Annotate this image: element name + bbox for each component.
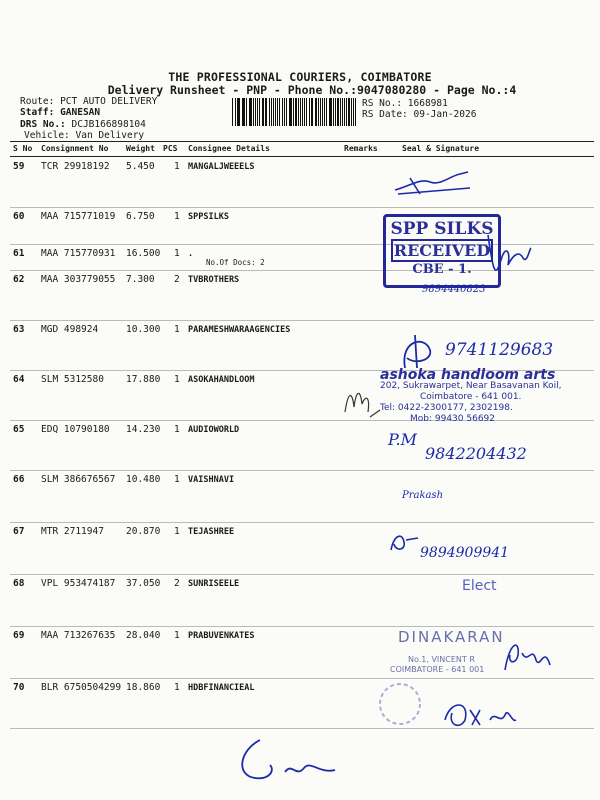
col-sno: S No [13, 144, 33, 153]
row-consignment: VPL 953474187 [41, 578, 116, 589]
staff-value: GANESAN [60, 107, 101, 118]
row-sno: 61 [13, 248, 25, 259]
vehicle-value: Van Delivery [75, 130, 145, 141]
runsheet-barcode [232, 98, 357, 126]
row-sno: 68 [13, 578, 25, 589]
row-sno: 67 [13, 526, 25, 537]
row-consignee: ASOKAHANDLOOM [188, 375, 255, 385]
signature-row60 [483, 230, 533, 290]
row-consignee: PARAMESHWARAAGENCIES [188, 325, 291, 335]
rs-no-value: 1668981 [407, 98, 448, 109]
barcode-bar [324, 98, 325, 126]
barcode-bar [295, 98, 297, 126]
barcode-bar [243, 98, 244, 126]
col-consignment: Consignment No [41, 144, 109, 153]
barcode-bar [237, 98, 238, 126]
barcode-bar [262, 98, 263, 126]
rs-no-info: RS No.: 1668981 [362, 98, 448, 109]
row-weight: 10.300 [126, 324, 161, 335]
row-pcs: 1 [174, 630, 180, 641]
row-sno: 60 [13, 211, 25, 222]
barcode-bar [282, 98, 283, 126]
row-sno: 65 [13, 424, 25, 435]
row-consignment: SLM 386676567 [41, 474, 116, 485]
vaishnavi-handwriting: Prakash [402, 490, 444, 501]
barcode-bar [275, 98, 276, 126]
row-sno: 69 [13, 630, 25, 641]
param-phone-handwriting: 9741129683 [445, 340, 554, 360]
barcode-bar [322, 98, 323, 126]
barcode-bar [335, 98, 336, 126]
signature-row69 [500, 635, 555, 675]
row-weight: 10.480 [126, 474, 161, 485]
barcode-bar [330, 98, 332, 126]
tej-phone-handwriting: 9894909941 [420, 545, 510, 561]
barcode-bar [306, 98, 307, 126]
col-remarks: Remarks [344, 144, 378, 153]
col-pcs: PCS [163, 144, 178, 153]
barcode-bar [304, 98, 305, 126]
row-sno: 63 [13, 324, 25, 335]
route-value: PCT AUTO DELIVERY [60, 96, 158, 107]
barcode-bar [353, 98, 354, 126]
row-consignment: MAA 303779055 [41, 274, 116, 285]
signature-row70 [440, 695, 520, 735]
row-consignee: VAISHNAVI [188, 475, 235, 485]
barcode-bar [300, 98, 301, 126]
barcode-bar [293, 98, 294, 126]
spp-silks-stamp: SPP SILKS RECEIVED CBE - 1. [383, 214, 501, 288]
row-weight: 17.880 [126, 374, 161, 385]
row-sno: 66 [13, 474, 25, 485]
row-pcs: 1 [174, 374, 180, 385]
barcode-bar [290, 98, 291, 126]
row-weight: 14.230 [126, 424, 161, 435]
barcode-bar [238, 98, 240, 126]
vehicle-info: Vehicle: Van Delivery [24, 130, 145, 141]
barcode-bar [320, 98, 321, 126]
table-row [10, 470, 594, 523]
row-consignment: SLM 5312580 [41, 374, 104, 385]
barcode-bar [255, 98, 256, 126]
row-consignment: MAA 713267635 [41, 630, 116, 641]
signature-row67 [388, 530, 428, 555]
row-consignee: SPPSILKS [188, 212, 229, 222]
barcode-bar [318, 98, 319, 126]
runsheet-title: Delivery Runsheet - PNP - Phone No.:9047080280 - Page No.:4 [107, 83, 517, 97]
row-weight: 5.450 [126, 161, 155, 172]
signature-row59 [390, 168, 480, 198]
barcode-bar [271, 98, 272, 126]
row-pcs: 1 [174, 682, 180, 693]
barcode-bar [298, 98, 299, 126]
row-consignment: EDQ 10790180 [41, 424, 110, 435]
barcode-bar [340, 98, 341, 126]
row-pcs: 2 [174, 578, 180, 589]
barcode-bar [259, 98, 260, 126]
barcode-bar [333, 98, 334, 126]
barcode-bar [263, 98, 264, 126]
rs-date-info: RS Date: 09-Jan-2026 [362, 109, 477, 120]
round-seal [370, 682, 430, 727]
barcode-bar [265, 98, 267, 126]
row-weight: 18.860 [126, 682, 161, 693]
barcode-bar [242, 98, 243, 126]
row-consignee: PRABUVENKATES [188, 631, 255, 641]
barcode-bar [249, 98, 250, 126]
row-sno: 59 [13, 161, 25, 172]
row-consignee: SUNRISEELE [188, 579, 240, 589]
barcode-bar [269, 98, 270, 126]
table-row [10, 574, 594, 627]
barcode-bar [289, 98, 290, 126]
row-consignment: MAA 715771019 [41, 211, 116, 222]
row-consignment: MGD 498924 [41, 324, 99, 335]
row-pcs: 1 [174, 248, 180, 259]
signature-row63 [395, 330, 445, 370]
row-consignment: MTR 2711947 [41, 526, 104, 537]
row-consignment: MAA 715770931 [41, 248, 116, 259]
barcode-bar [311, 98, 312, 126]
col-consignee: Consignee Details [188, 144, 270, 153]
row-sno: 62 [13, 274, 25, 285]
audio-phone-handwriting: 9842204432 [425, 444, 527, 463]
barcode-bar [342, 98, 343, 126]
row-weight: 28.040 [126, 630, 161, 641]
barcode-bar [253, 98, 254, 126]
barcode-bar [246, 98, 247, 126]
row-weight: 37.050 [126, 578, 161, 589]
barcode-bar [232, 98, 233, 126]
dinakaran-address: No.1, VINCENT R COIMBATORE - 641 001 [390, 655, 485, 674]
barcode-bar [326, 98, 327, 126]
barcode-bar [277, 98, 278, 126]
row-consignee: HDBFINANCIEAL [188, 683, 255, 693]
elec-stamp: Elect [462, 578, 497, 594]
staff-info: Staff: GANESAN [20, 107, 101, 118]
drs-info: DRS No.: DCJB166898104 [20, 119, 146, 130]
row-consignment: TCR 29918192 [41, 161, 110, 172]
barcode-bar [302, 98, 303, 126]
row-pcs: 1 [174, 324, 180, 335]
barcode-bar [312, 98, 313, 126]
barcode-bar [257, 98, 258, 126]
tv-phone-handwriting: 9894440823 [422, 284, 486, 295]
row-pcs: 1 [174, 161, 180, 172]
barcode-bar [346, 98, 347, 126]
drs-value: DCJB166898104 [71, 119, 146, 130]
row-consignee: TEJASHREE [188, 527, 235, 537]
barcode-bar [329, 98, 330, 126]
row-consignee: AUDIOWORLD [188, 425, 240, 435]
row-pcs: 1 [174, 211, 180, 222]
row-consignee: MANGALJWEEELS [188, 162, 255, 172]
row-sno: 70 [13, 682, 25, 693]
docs-count: No.Of Docs: 2 [206, 258, 265, 267]
row-weight: 16.500 [126, 248, 161, 259]
row-pcs: 1 [174, 424, 180, 435]
company-title: THE PROFESSIONAL COURIERS, COIMBATORE [168, 70, 432, 84]
route-info: Route: PCT AUTO DELIVERY [20, 96, 158, 107]
row-weight: 6.750 [126, 211, 155, 222]
dinakaran-stamp: DINAKARAN [398, 628, 505, 646]
row-weight: 7.300 [126, 274, 155, 285]
barcode-bar [273, 98, 274, 126]
barcode-bar [286, 98, 287, 126]
barcode-bar [337, 98, 338, 126]
row-consignment: BLR 6750504299 [41, 682, 122, 693]
audio-name-handwriting: P.M [388, 430, 417, 449]
row-consignee: . [188, 249, 194, 259]
barcode-bar [279, 98, 280, 126]
row-pcs: 2 [174, 274, 180, 285]
barcode-bar [235, 98, 236, 126]
col-weight: Weight [126, 144, 155, 153]
signature-row64 [340, 382, 385, 422]
row-consignee: TVBROTHERS [188, 275, 240, 285]
barcode-bar [250, 98, 252, 126]
barcode-bar [309, 98, 310, 126]
col-seal: Seal & Signature [402, 144, 480, 153]
table-row [10, 157, 594, 208]
barcode-bar [284, 98, 286, 126]
row-pcs: 1 [174, 526, 180, 537]
row-weight: 20.870 [126, 526, 161, 537]
barcode-bar [351, 98, 352, 126]
barcode-bar [344, 98, 345, 126]
barcode-bar [315, 98, 317, 126]
ashoka-stamp: ashoka handloom arts 202, Sukrawarpet, Near Basavanan Koil, Coimbatore - 641 001. Tel: 0422-2300177, 2302198. Mob: 99430 56692 [380, 367, 562, 424]
row-sno: 64 [13, 374, 25, 385]
bottom-signature [230, 730, 340, 790]
barcode-bar [348, 98, 350, 126]
table-header [10, 141, 594, 157]
barcode-bar [355, 98, 356, 126]
rs-date-value: 09-Jan-2026 [413, 109, 477, 120]
row-pcs: 1 [174, 474, 180, 485]
